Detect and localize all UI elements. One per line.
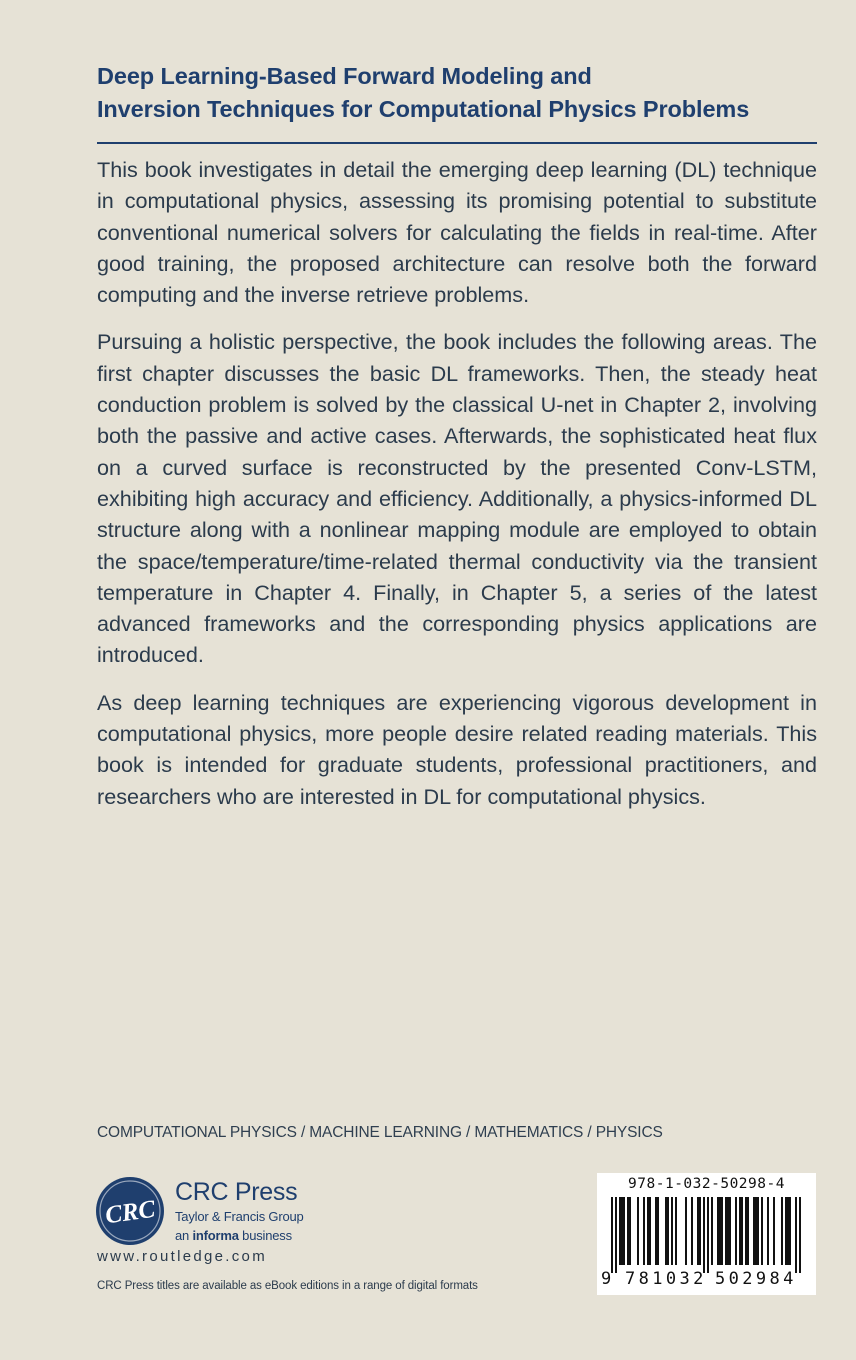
barcode-bar: [623, 1197, 625, 1265]
barcode-bar: [787, 1197, 789, 1265]
barcode-bar: [795, 1197, 797, 1273]
barcode-bar: [707, 1197, 709, 1273]
barcode-bar: [629, 1197, 631, 1265]
description-paragraph-1: This book investigates in detail the emerging deep learning (DL) technique in computational physics, assessing its promising potential to substitute conventional numerical solvers for calculating the fields in real-time. After good training, the proposed architecture can resolve both the forward computing and the inverse retrieve problems.: [97, 157, 817, 308]
barcode-bar: [729, 1197, 731, 1265]
barcode-bar: [657, 1197, 659, 1265]
isbn-number: 978-1-032-50298-4: [628, 1176, 785, 1192]
barcode-bar: [699, 1197, 701, 1265]
barcode-bar: [697, 1197, 699, 1265]
barcode-bar: [755, 1197, 757, 1265]
barcode-bar: [725, 1197, 727, 1265]
barcode-bar: [643, 1197, 645, 1265]
informa-name: informa: [192, 1228, 239, 1243]
barcode-bar: [789, 1197, 791, 1265]
barcode-digit-first: 9: [601, 1269, 612, 1289]
barcode-bar: [753, 1197, 755, 1265]
barcode-bar: [727, 1197, 729, 1265]
subject-categories: COMPUTATIONAL PHYSICS / MACHINE LEARNING / MATHEMATICS / PHYSICS: [97, 1124, 663, 1141]
barcode-bar: [761, 1197, 763, 1265]
book-title: [97, 60, 817, 126]
barcode-bar: [691, 1197, 693, 1265]
barcode-bar: [717, 1197, 719, 1265]
barcode-bar: [711, 1197, 713, 1265]
barcode-bar: [735, 1197, 737, 1265]
publisher-website: www.routledge.com: [97, 1248, 267, 1265]
book-description: [97, 154, 817, 828]
barcode-bar: [615, 1197, 617, 1273]
barcode-bar: [739, 1197, 741, 1265]
book-title-line-1: Deep Learning-Based Forward Modeling and: [97, 63, 592, 89]
barcode-bar: [627, 1197, 629, 1265]
barcode-bar: [685, 1197, 687, 1265]
barcode-digits-right: 502984: [715, 1269, 797, 1289]
barcode-bar: [667, 1197, 669, 1265]
barcode-bar: [747, 1197, 749, 1265]
description-paragraph-3: As deep learning techniques are experiencing vigorous development in computational physics, more people desire related reading materials. This book is intended for graduate students, professional practitioners, and researchers who are interested in DL for computational physics.: [97, 689, 817, 809]
barcode-digits-left: 781032: [625, 1269, 707, 1289]
book-title-line-2: Inversion Techniques for Computational Physics Problems: [97, 96, 750, 122]
barcode-bar: [675, 1197, 677, 1265]
informa-prefix: an: [175, 1228, 193, 1243]
barcode-bar: [741, 1197, 743, 1265]
informa-suffix: business: [238, 1228, 292, 1243]
crc-seal-logo: [95, 1176, 165, 1246]
barcode-bars: [597, 1197, 816, 1273]
description-paragraph-2: Pursuing a holistic perspective, the book includes the following areas. The first chapter discusses the basic DL frameworks. Then, the steady heat conduction problem is solved by the classical U-net in Chapter 2, involving both the passive and active cases. Afterwards, the sophisticated heat flux on a curved surface is reconstructed by the presented Conv-LSTM, exhibiting high accuracy and efficiency. Additionally, a physics-informed DL structure along with a nonlinear mapping module are employed to obtain the space/temperature/time-related thermal conductivity via the transient temperature in Chapter 4. Finally, in Chapter 5, a series of the latest advanced frameworks and the corresponding physics applications are introduced.: [97, 329, 817, 668]
isbn-barcode: [597, 1173, 816, 1295]
barcode-bar: [665, 1197, 667, 1265]
barcode-bar: [785, 1197, 787, 1265]
crc-seal-text: CRC: [103, 1195, 157, 1230]
barcode-bar: [647, 1197, 649, 1265]
barcode-bar: [655, 1197, 657, 1265]
barcode-bar: [773, 1197, 775, 1265]
barcode-bar: [781, 1197, 783, 1265]
barcode-bar: [649, 1197, 651, 1265]
barcode-bar: [745, 1197, 747, 1265]
barcode-bar: [767, 1197, 769, 1265]
barcode-bar: [757, 1197, 759, 1265]
barcode-bar: [619, 1197, 621, 1265]
publisher-informa-line: [175, 1228, 292, 1243]
barcode-bar: [637, 1197, 639, 1265]
publisher-group: Taylor & Francis Group: [175, 1209, 304, 1224]
barcode-bar: [671, 1197, 673, 1265]
barcode-bar: [719, 1197, 721, 1265]
barcode-bar: [721, 1197, 723, 1265]
publisher-name: CRC Press: [175, 1178, 298, 1206]
barcode-bar: [611, 1197, 613, 1273]
barcode-bar: [621, 1197, 623, 1265]
ebook-availability-note: CRC Press titles are available as eBook editions in a range of digital formats: [97, 1280, 478, 1292]
barcode-bar: [799, 1197, 801, 1273]
title-divider: [97, 142, 817, 144]
barcode-bar: [703, 1197, 705, 1273]
